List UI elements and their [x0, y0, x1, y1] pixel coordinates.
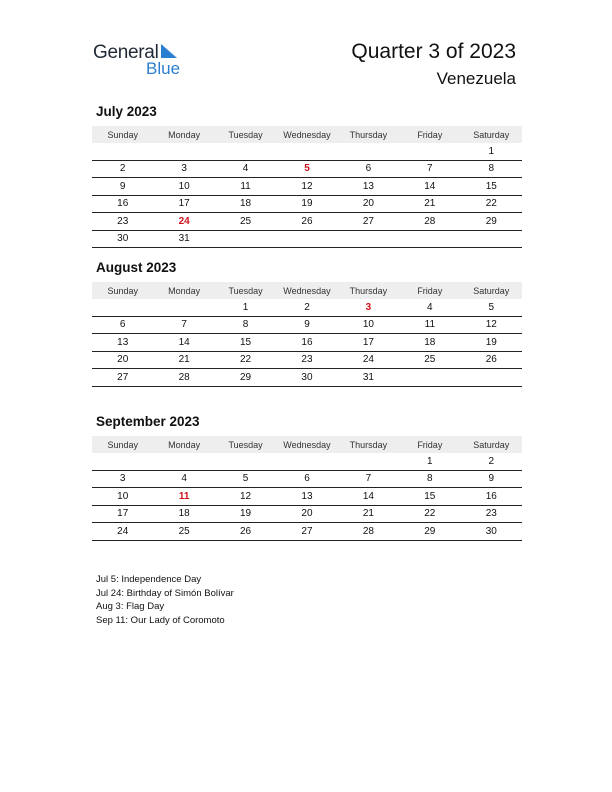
day-cell: 27 [338, 213, 399, 231]
empty-day-cell [338, 453, 399, 470]
month-table [92, 126, 522, 248]
empty-day-cell [153, 299, 214, 316]
day-cell: 28 [399, 213, 460, 231]
day-cell: 22 [399, 505, 460, 523]
day-cell: 14 [399, 178, 460, 196]
day-cell: 23 [92, 213, 153, 231]
weekday-header: Wednesday [276, 282, 337, 299]
day-cell: 2 [461, 453, 522, 470]
month-calendar [92, 104, 522, 248]
logo [93, 40, 193, 80]
holiday-note: Jul 5: Independence Day [96, 574, 202, 585]
weekday-header: Thursday [338, 436, 399, 453]
weekday-header: Sunday [92, 282, 153, 299]
weekday-header: Tuesday [215, 282, 276, 299]
page-title: Quarter 3 of 2023 [351, 40, 516, 63]
empty-day-cell [461, 230, 522, 248]
weekday-header: Monday [153, 126, 214, 143]
day-cell: 27 [276, 523, 337, 541]
empty-day-cell [276, 453, 337, 470]
weekday-header: Wednesday [276, 436, 337, 453]
day-cell: 1 [461, 143, 522, 160]
day-cell: 3 [92, 470, 153, 488]
day-cell: 26 [461, 351, 522, 369]
day-cell: 21 [338, 505, 399, 523]
day-cell: 1 [399, 453, 460, 470]
weekday-header: Sunday [92, 436, 153, 453]
month-calendar [92, 414, 522, 541]
empty-day-cell [153, 453, 214, 470]
day-cell: 4 [153, 470, 214, 488]
weekday-header: Tuesday [215, 436, 276, 453]
day-cell: 10 [153, 178, 214, 196]
day-cell: 31 [153, 230, 214, 248]
day-cell: 5 [276, 160, 337, 178]
day-cell: 29 [399, 523, 460, 541]
day-cell: 4 [215, 160, 276, 178]
day-cell: 30 [461, 523, 522, 541]
month-title: July 2023 [96, 104, 157, 119]
logo-general-text: General [93, 42, 159, 63]
day-cell: 28 [338, 523, 399, 541]
weekday-header: Wednesday [276, 126, 337, 143]
week-row [92, 453, 522, 470]
weekday-header: Friday [399, 436, 460, 453]
week-row [92, 351, 522, 369]
week-row [92, 178, 522, 196]
day-cell: 24 [92, 523, 153, 541]
day-cell: 29 [461, 213, 522, 231]
day-cell: 16 [276, 334, 337, 352]
weekday-header: Saturday [461, 436, 522, 453]
empty-day-cell [276, 143, 337, 160]
empty-day-cell [338, 143, 399, 160]
day-cell: 7 [338, 470, 399, 488]
day-cell: 7 [399, 160, 460, 178]
day-cell: 5 [461, 299, 522, 316]
weekday-header: Saturday [461, 282, 522, 299]
day-cell: 9 [461, 470, 522, 488]
day-cell: 17 [92, 505, 153, 523]
day-cell: 12 [461, 316, 522, 334]
day-cell: 18 [215, 195, 276, 213]
day-cell: 8 [461, 160, 522, 178]
day-cell: 3 [338, 299, 399, 316]
day-cell: 18 [153, 505, 214, 523]
empty-day-cell [215, 453, 276, 470]
day-cell: 16 [92, 195, 153, 213]
month-table [92, 282, 522, 387]
day-cell: 9 [92, 178, 153, 196]
weekday-header: Tuesday [215, 126, 276, 143]
day-cell: 25 [215, 213, 276, 231]
day-cell: 6 [92, 316, 153, 334]
day-cell: 13 [276, 488, 337, 506]
day-cell: 25 [153, 523, 214, 541]
day-cell: 12 [215, 488, 276, 506]
week-row [92, 160, 522, 178]
empty-day-cell [399, 230, 460, 248]
holiday-note: Aug 3: Flag Day [96, 601, 165, 612]
month-calendar [92, 260, 522, 387]
month-table [92, 436, 522, 541]
day-cell: 8 [399, 470, 460, 488]
day-cell: 10 [338, 316, 399, 334]
holiday-notes [96, 573, 234, 627]
empty-day-cell [215, 143, 276, 160]
day-cell: 13 [338, 178, 399, 196]
day-cell: 31 [338, 369, 399, 387]
week-row [92, 213, 522, 231]
day-cell: 1 [215, 299, 276, 316]
day-cell: 6 [276, 470, 337, 488]
day-cell: 30 [276, 369, 337, 387]
empty-day-cell [399, 143, 460, 160]
day-cell: 25 [399, 351, 460, 369]
week-row [92, 316, 522, 334]
day-cell: 22 [215, 351, 276, 369]
day-cell: 7 [153, 316, 214, 334]
day-cell: 4 [399, 299, 460, 316]
day-cell: 19 [461, 334, 522, 352]
day-cell: 28 [153, 369, 214, 387]
weekday-header: Friday [399, 282, 460, 299]
day-cell: 30 [92, 230, 153, 248]
weekday-header: Sunday [92, 126, 153, 143]
week-row [92, 505, 522, 523]
empty-day-cell [92, 299, 153, 316]
day-cell: 5 [215, 470, 276, 488]
week-row [92, 470, 522, 488]
day-cell: 15 [461, 178, 522, 196]
day-cell: 8 [215, 316, 276, 334]
day-cell: 26 [215, 523, 276, 541]
week-row [92, 334, 522, 352]
day-cell: 2 [92, 160, 153, 178]
day-cell: 18 [399, 334, 460, 352]
day-cell: 13 [92, 334, 153, 352]
empty-day-cell [153, 143, 214, 160]
day-cell: 11 [153, 488, 214, 506]
day-cell: 3 [153, 160, 214, 178]
day-cell: 16 [461, 488, 522, 506]
day-cell: 9 [276, 316, 337, 334]
day-cell: 23 [276, 351, 337, 369]
empty-day-cell [338, 230, 399, 248]
week-row [92, 299, 522, 316]
week-row [92, 369, 522, 387]
day-cell: 24 [153, 213, 214, 231]
weekday-header: Friday [399, 126, 460, 143]
day-cell: 15 [215, 334, 276, 352]
day-cell: 27 [92, 369, 153, 387]
empty-day-cell [215, 230, 276, 248]
day-cell: 17 [153, 195, 214, 213]
weekday-header: Monday [153, 436, 214, 453]
day-cell: 20 [92, 351, 153, 369]
day-cell: 20 [276, 505, 337, 523]
weekday-header: Thursday [338, 282, 399, 299]
day-cell: 26 [276, 213, 337, 231]
day-cell: 29 [215, 369, 276, 387]
logo-blue-text: Blue [146, 59, 181, 78]
day-cell: 11 [215, 178, 276, 196]
week-row [92, 488, 522, 506]
day-cell: 19 [276, 195, 337, 213]
logo-triangle-icon [161, 44, 177, 58]
day-cell: 10 [92, 488, 153, 506]
month-title: September 2023 [96, 414, 200, 429]
day-cell: 15 [399, 488, 460, 506]
empty-day-cell [399, 369, 460, 387]
day-cell: 6 [338, 160, 399, 178]
day-cell: 21 [399, 195, 460, 213]
weekday-header: Monday [153, 282, 214, 299]
day-cell: 22 [461, 195, 522, 213]
day-cell: 17 [338, 334, 399, 352]
day-cell: 2 [276, 299, 337, 316]
empty-day-cell [92, 453, 153, 470]
empty-day-cell [92, 143, 153, 160]
day-cell: 19 [215, 505, 276, 523]
day-cell: 14 [338, 488, 399, 506]
day-cell: 20 [338, 195, 399, 213]
empty-day-cell [461, 369, 522, 387]
day-cell: 11 [399, 316, 460, 334]
empty-day-cell [276, 230, 337, 248]
weekday-header: Thursday [338, 126, 399, 143]
week-row [92, 195, 522, 213]
header [351, 40, 516, 90]
country-label: Venezuela [436, 69, 516, 88]
day-cell: 21 [153, 351, 214, 369]
week-row [92, 230, 522, 248]
weekday-header: Saturday [461, 126, 522, 143]
day-cell: 24 [338, 351, 399, 369]
month-title: August 2023 [96, 260, 177, 275]
day-cell: 23 [461, 505, 522, 523]
holiday-note: Jul 24: Birthday of Simón Bolívar [96, 587, 234, 599]
week-row [92, 143, 522, 160]
day-cell: 14 [153, 334, 214, 352]
week-row [92, 523, 522, 541]
holiday-note: Sep 11: Our Lady of Coromoto [96, 614, 225, 626]
day-cell: 12 [276, 178, 337, 196]
